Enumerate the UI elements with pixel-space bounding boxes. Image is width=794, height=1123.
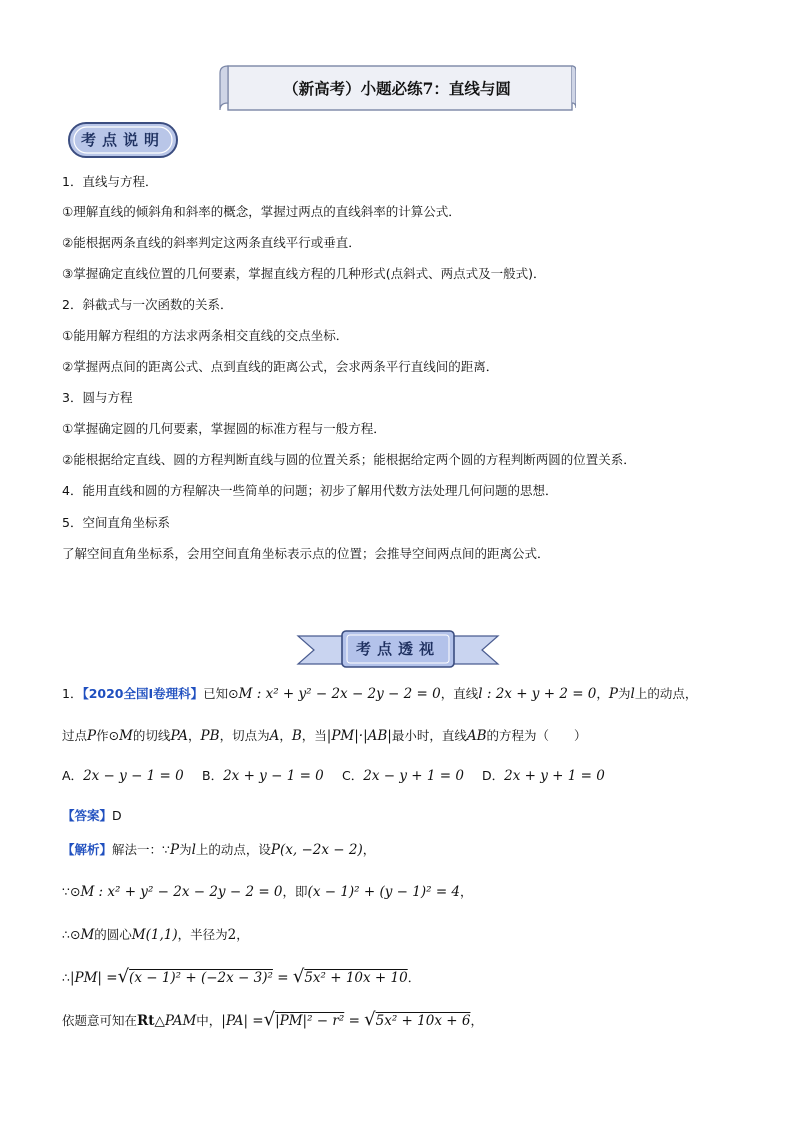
answer-value: D (112, 808, 122, 823)
text: 的切线 (132, 728, 171, 743)
radicand: |PM|² − r² (275, 1013, 345, 1029)
text: 的方程为（ ） (486, 728, 587, 743)
text: ，切点为 (219, 728, 270, 743)
option-b (202, 766, 342, 784)
option-equation: 2x − y − 1 = 0 (83, 768, 184, 784)
text: ，直线 (440, 686, 479, 701)
text: ∵⊙ (62, 884, 81, 899)
text: ． (407, 970, 421, 985)
math-var: l (191, 842, 196, 858)
syllabus-line: 了解空间直角坐标系，会用空间直角坐标表示点的位置；会推导空间两点间的距离公式． (62, 546, 550, 561)
text: 的圆心 (94, 927, 132, 942)
text: ， (362, 842, 376, 857)
math-var: PB (200, 728, 220, 744)
section-badge-label: 考点说明 (80, 131, 165, 149)
math-expression: |PM|·|AB| (326, 728, 392, 744)
text: 为 (618, 686, 631, 701)
text: ，半径为 (177, 927, 228, 942)
option-label: A． (62, 768, 84, 783)
syllabus-line: ③掌握确定直线位置的几何要素，掌握直线方程的几种形式(点斜式、两点式及一般式)． (62, 266, 546, 281)
text: 上的动点， (634, 686, 698, 701)
math-var: M (119, 728, 133, 744)
sqrt-symbol: √ (263, 1009, 276, 1030)
math-var: l (630, 686, 635, 702)
option-equation: 2x − y + 1 = 0 (363, 768, 464, 784)
math-var: B (291, 728, 302, 744)
analysis-line-2 (62, 882, 473, 900)
text: ， (460, 884, 473, 899)
equals-sign: = (277, 970, 289, 986)
math-var: P (608, 686, 618, 702)
section-badge-exam-points (66, 120, 180, 160)
option-label: B． (202, 768, 224, 783)
math-var: M (80, 927, 95, 943)
analysis-line-4 (62, 966, 420, 987)
radicand: 5x² + 10x + 10 (304, 970, 408, 986)
sqrt-symbol: √ (292, 966, 305, 987)
math-var: PA (170, 728, 189, 744)
math-var: P (87, 728, 97, 744)
line-equation: l : 2x + y + 2 = 0 (478, 686, 597, 702)
syllabus-line: 2．斜截式与一次函数的关系． (62, 297, 233, 312)
analysis-tag: 【解析】 (62, 842, 113, 857)
radicand: (x − 1)² + (−2x − 3)² (129, 970, 273, 986)
sqrt-symbol: √ (364, 1009, 376, 1030)
text: 作⊙ (96, 728, 120, 743)
text: ∴ (62, 970, 70, 985)
answer-line (62, 806, 122, 824)
text: ∴⊙ (62, 927, 81, 942)
section-badge-exam-perspective (296, 628, 500, 670)
text: ， (470, 1013, 483, 1028)
analysis-line-3 (62, 925, 249, 943)
text: ，当 (301, 728, 327, 743)
text: ， (236, 927, 249, 942)
syllabus-line: 3．圆与方程 (62, 390, 133, 405)
option-equation: 2x + y + 1 = 0 (504, 768, 605, 784)
question-number: 1． (62, 686, 83, 701)
center-coordinates: M(1,1) (131, 927, 178, 943)
question-1-line-1 (62, 684, 697, 702)
math-var: PAM (164, 1013, 197, 1029)
math-expression: |PM| = (69, 970, 118, 986)
sqrt-symbol: √ (117, 966, 130, 987)
equals-sign: = (348, 1013, 360, 1029)
syllabus-line: ①掌握确定圆的几何要素，掌握圆的标准方程与一般方程． (62, 421, 386, 436)
point-expression: P(x, −2x − 2) (270, 842, 363, 858)
question-source: 【2020全国Ⅰ卷理科】 (82, 686, 204, 701)
option-label: C． (342, 768, 364, 783)
question-1-line-2 (62, 726, 587, 744)
text: ， (596, 686, 609, 701)
text: ，即 (282, 884, 308, 899)
text: ， (188, 728, 201, 743)
radicand: 5x² + 10x + 6 (375, 1013, 471, 1029)
syllabus-line: ①能用解方程组的方法求两条相交直线的交点坐标． (62, 328, 349, 343)
text: 已知⊙ (203, 686, 239, 701)
syllabus-line: ②掌握两点间的距离公式、点到直线的距离公式，会求两条平行直线间的距离． (62, 359, 499, 374)
option-a (62, 766, 202, 784)
syllabus-line: 1．直线与方程． (62, 174, 158, 189)
text: 解法一：∵ (112, 842, 170, 857)
text: 中， (196, 1013, 222, 1028)
option-c (342, 766, 482, 784)
syllabus-line: ②能根据两条直线的斜率判定这两条直线平行或垂直． (62, 235, 361, 250)
circle-standard-equation: (x − 1)² + (y − 1)² = 4 (307, 884, 461, 900)
circle-equation: M : x² + y² − 2x − 2y − 2 = 0 (238, 686, 441, 702)
math-expression: |PA| = (221, 1013, 264, 1029)
text: 上的动点，设 (195, 842, 271, 857)
text: 过点 (62, 728, 88, 743)
answer-options (62, 766, 622, 784)
option-label: D． (482, 768, 505, 783)
math-var: P (169, 842, 180, 858)
text: ， (279, 728, 292, 743)
section-badge-label: 考点透视 (355, 640, 440, 658)
analysis-line-1 (62, 840, 375, 858)
analysis-line-5 (62, 1009, 483, 1030)
text: 依题意可知在 (62, 1013, 138, 1028)
text: 最小时，直线 (391, 728, 467, 743)
syllabus-line: ①理解直线的倾斜角和斜率的概念，掌握过两点的直线斜率的计算公式． (62, 204, 461, 219)
syllabus-line: ②能根据给定直线、圆的方程判断直线与圆的位置关系；能根据给定两个圆的方程判断两圆的位置关系． (62, 452, 636, 467)
syllabus-line: 4．能用直线和圆的方程解决一些简单的问题；初步了解用代数方法处理几何问题的思想． (62, 483, 558, 498)
radius-value: 2 (227, 927, 237, 943)
right-triangle-symbol: Rt△ (137, 1013, 165, 1029)
syllabus-line: 5．空间直角坐标系 (62, 515, 170, 530)
circle-equation: M : x² + y² − 2x − 2y − 2 = 0 (80, 884, 283, 900)
option-equation: 2x + y − 1 = 0 (223, 768, 324, 784)
math-var: A (269, 728, 280, 744)
page-title: （新高考）小题必练7：直线与圆 (283, 79, 511, 98)
option-d (482, 766, 622, 784)
text: 为 (179, 842, 192, 857)
math-var: AB (466, 728, 487, 744)
title-banner (218, 63, 576, 113)
answer-tag: 【答案】 (62, 808, 113, 823)
